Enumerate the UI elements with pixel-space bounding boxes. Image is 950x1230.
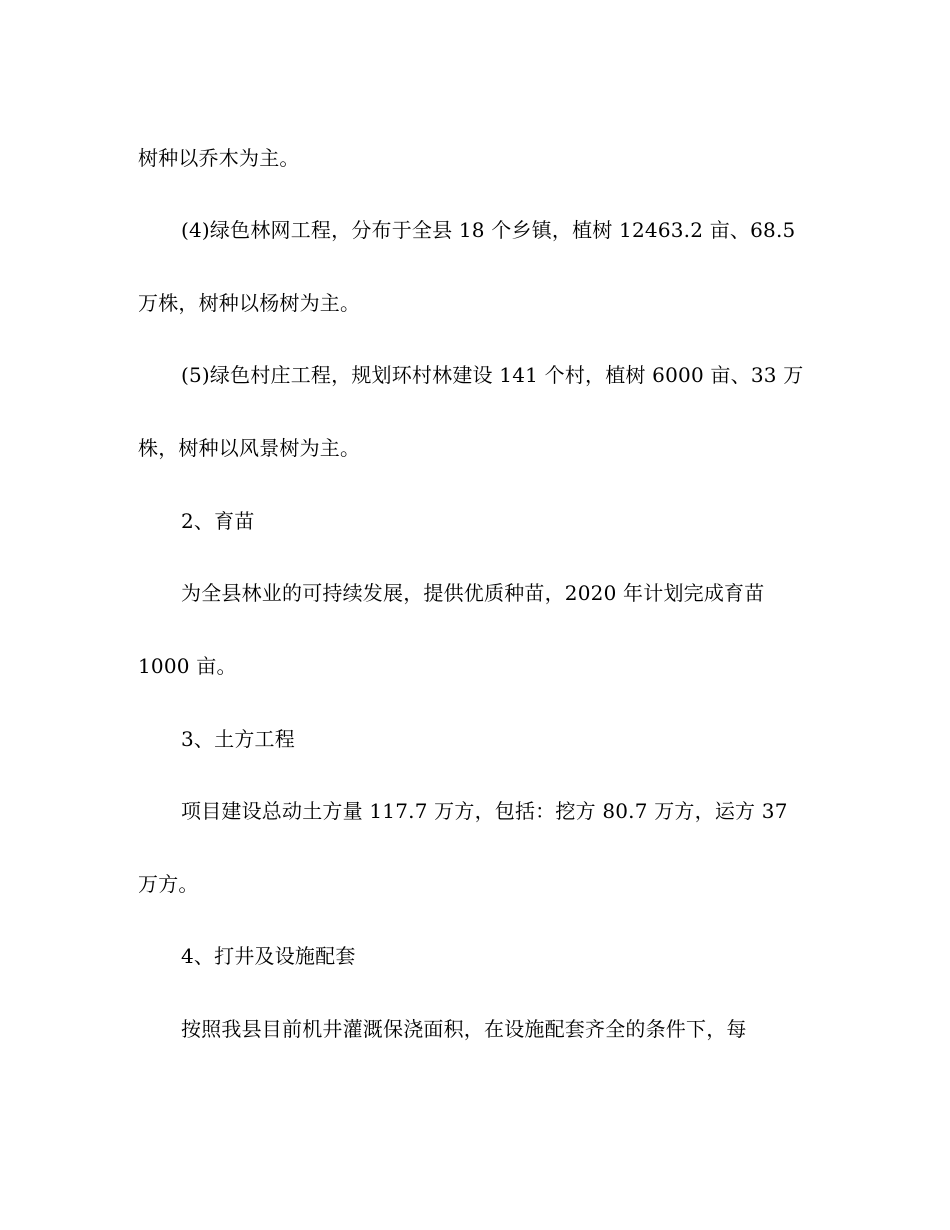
text-line: 万方。	[138, 872, 199, 896]
text-line: (5)绿色村庄工程，规划环村林建设 141 个村，植树 6000 亩、33 万	[181, 363, 804, 387]
text-line: 万株，树种以杨树为主。	[138, 291, 361, 315]
text-line: 树种以乔木为主。	[138, 146, 300, 170]
text-line: (4)绿色林网工程，分布于全县 18 个乡镇，植树 12463.2 亩、68.5	[181, 218, 796, 242]
text-line: 项目建设总动土方量 117.7 万方，包括：挖方 80.7 万方，运方 37	[181, 799, 788, 823]
text-line: 1000 亩。	[138, 654, 237, 678]
text-line: 为全县林业的可持续发展，提供优质种苗，2020 年计划完成育苗	[181, 581, 765, 605]
section-heading: 3、土方工程	[181, 727, 295, 751]
section-heading: 4、打井及设施配套	[181, 944, 356, 968]
section-heading: 2、育苗	[181, 509, 255, 533]
text-line: 株，树种以风景树为主。	[138, 436, 361, 460]
text-line: 按照我县目前机井灌溉保浇面积，在设施配套齐全的条件下，每	[181, 1017, 747, 1041]
